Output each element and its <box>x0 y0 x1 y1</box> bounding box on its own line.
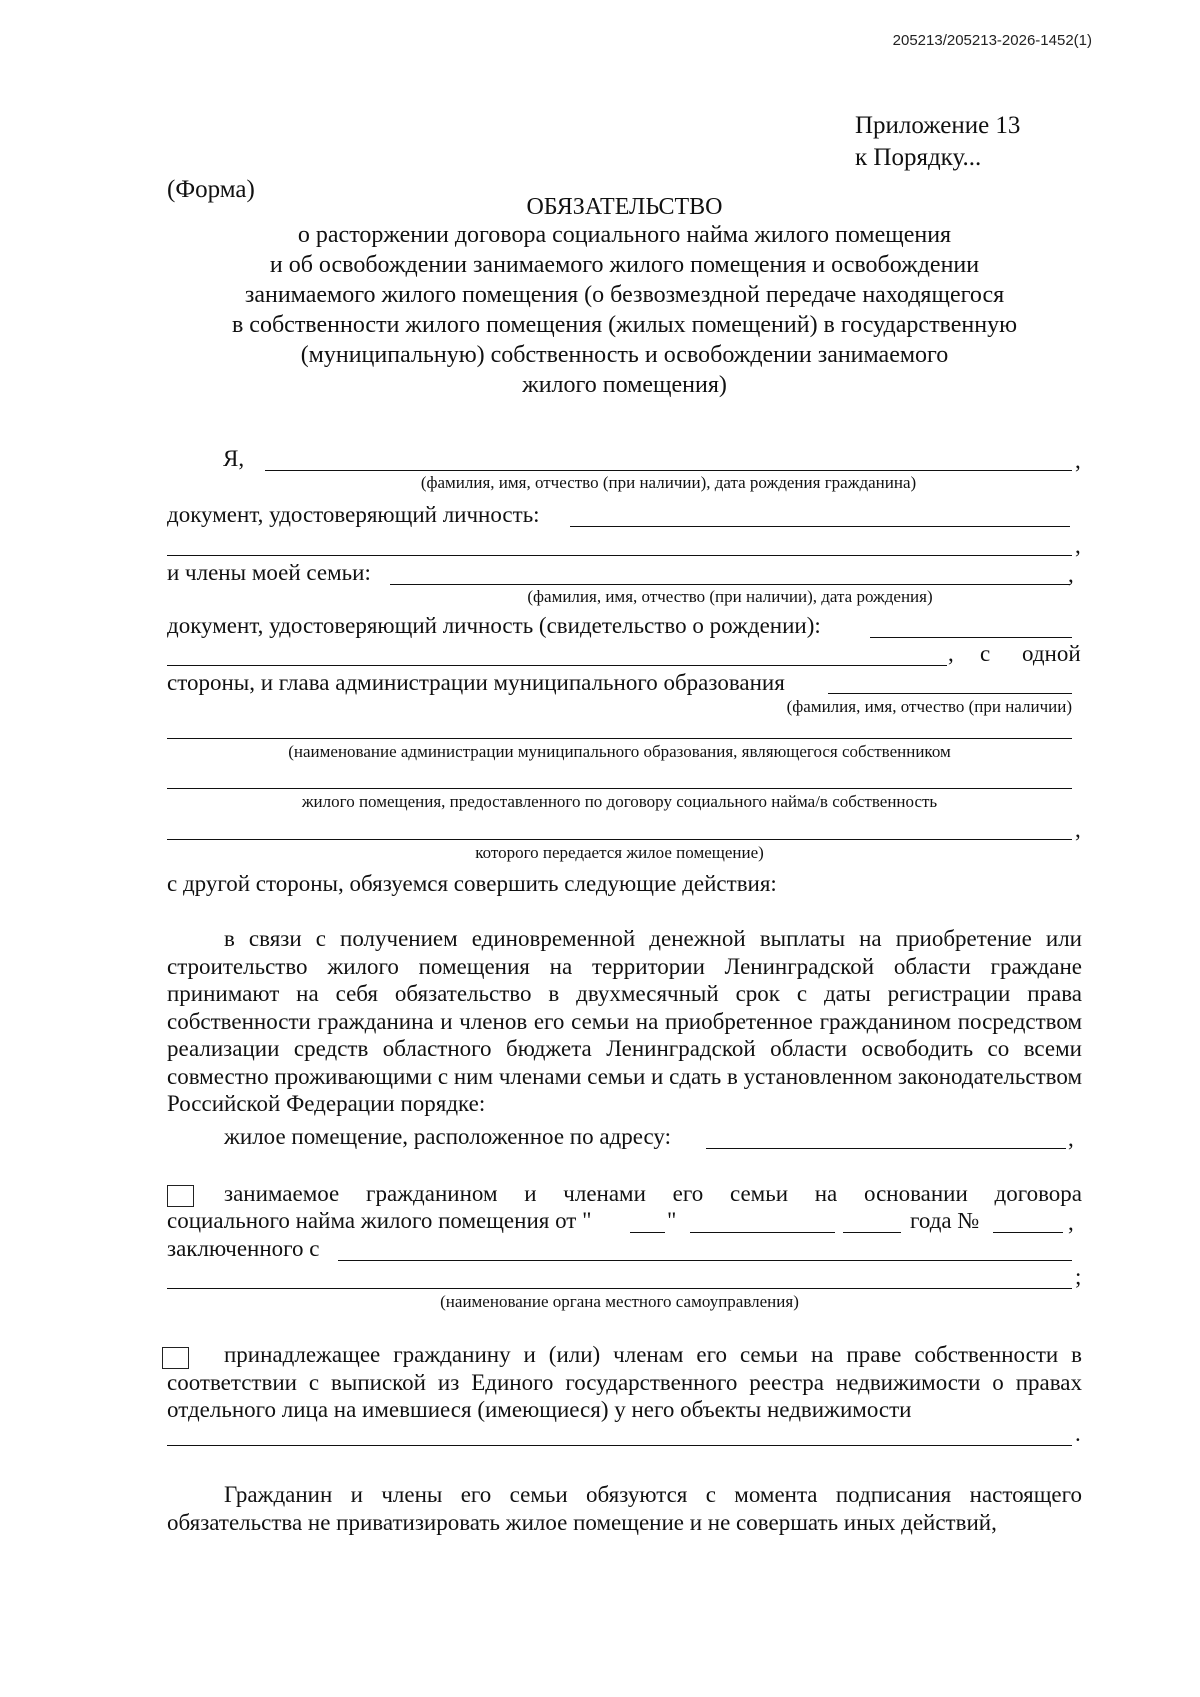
comma: , <box>1068 1210 1074 1235</box>
contract-day-field[interactable] <box>630 1232 665 1233</box>
admin-caption-3: которого передается жилое помещение) <box>475 843 764 862</box>
ya-label: Я, <box>223 446 245 471</box>
comma: , <box>1068 562 1074 587</box>
admin-caption-2: жилого помещения, предоставленного по договору социального найма/в собственность <box>301 792 938 811</box>
option-rented-text-content: занимаемое гражданином и членами его семьи на основании договора <box>224 1181 1082 1206</box>
title-block <box>167 220 1082 400</box>
citizen-name-field[interactable] <box>265 470 1072 471</box>
citizen-doc-field[interactable] <box>570 526 1070 527</box>
title-line: жилого помещения) <box>522 372 727 398</box>
head-label: стороны, и глава администрации муниципального образования <box>167 670 785 695</box>
doc-label: документ, удостоверяющий личность: <box>167 502 540 527</box>
title-line: (муниципальную) собственность и освобождении занимаемого <box>300 342 949 368</box>
document-title: ОБЯЗАТЕЛЬСТВО <box>526 194 723 220</box>
citizen-name-caption: (фамилия, имя, отчество (при наличии), дата рождения гражданина) <box>420 473 917 492</box>
property-field[interactable] <box>167 1445 1072 1446</box>
title-line: занимаемого жилого помещения (о безвозмездной передаче находящегося <box>244 282 1005 308</box>
side-c: с <box>980 641 991 666</box>
side-one: одной <box>1022 641 1081 666</box>
registration-stamp: 205213/205213-2026-1452(1) <box>892 32 1092 49</box>
option-owned-text <box>167 1341 1082 1424</box>
citizen-doc-field-cont[interactable] <box>167 555 1072 556</box>
final-paragraph-text: Гражданин и члены его семьи обязуются с момента подписания настоящего обязательства не приватизировать жилое помещение и не совершать иных действий, <box>167 1482 1082 1535</box>
family-doc-label: документ, удостоверяющий личность (свидетельство о рождении): <box>167 613 821 638</box>
admin-caption-1: (наименование администрации муниципального образования, являющегося собственником <box>288 742 951 761</box>
comma: , <box>1075 817 1081 842</box>
option-rented-date-label: социального найма жилого помещения от " <box>167 1208 592 1233</box>
admin-name-field-2[interactable] <box>167 788 1072 789</box>
admin-name-field-3[interactable] <box>167 839 1072 840</box>
head-name-field[interactable] <box>828 693 1072 694</box>
other-side-text: с другой стороны, обязуемся совершить следующие действия: <box>167 871 777 896</box>
admin-name-field[interactable] <box>167 738 1072 739</box>
obligation-paragraph-text: в связи с получением единовременной денежной выплаты на приобретение или строительство жилого помещения на территории Ленинградской области граждане принимают на себя обязательство в двухмесячный срок с даты регистрации права собственности гражданина и членов его семьи на приобретенное гражданином посредством реализации средств областного бюджета Ленинградской области освободить со всеми совместно проживающими с ним членами семьи и сдать в установленном законодательством Российской Федерации порядке: <box>167 926 1082 1116</box>
family-caption: (фамилия, имя, отчество (при наличии), дата рождения) <box>527 587 933 606</box>
appendix-line2: к Порядку... <box>855 144 982 171</box>
head-caption: (фамилия, имя, отчество (при наличии) <box>786 697 1072 716</box>
quote-close: " <box>667 1208 677 1233</box>
title-line: о расторжении договора социального найма жилого помещения <box>297 222 952 248</box>
contract-number-field[interactable] <box>993 1232 1063 1233</box>
comma: , <box>1075 448 1081 473</box>
contract-year-field[interactable] <box>843 1232 901 1233</box>
concluded-label: заключенного с <box>167 1236 320 1261</box>
comma: , <box>948 641 954 666</box>
authority-caption: (наименование органа местного самоуправления) <box>440 1292 799 1311</box>
appendix-line1: Приложение 13 <box>855 112 1021 139</box>
semicolon: ; <box>1075 1264 1082 1289</box>
family-doc-field-cont[interactable] <box>167 665 947 666</box>
comma: , <box>1068 1126 1074 1151</box>
obligation-paragraph <box>167 925 1082 1118</box>
authority-field[interactable] <box>338 1260 1072 1261</box>
family-label: и члены моей семьи: <box>167 560 371 585</box>
option-rented-text <box>167 1180 1082 1208</box>
title-line: в собственности жилого помещения (жилых помещений) в государственную <box>231 312 1018 338</box>
final-paragraph <box>167 1481 1082 1536</box>
period: . <box>1075 1421 1081 1446</box>
address-field[interactable] <box>706 1148 1066 1149</box>
family-doc-field[interactable] <box>870 637 1072 638</box>
address-label: жилое помещение, расположенное по адресу: <box>224 1124 672 1149</box>
title-line: и об освобождении занимаемого жилого помещения и освобождении <box>269 252 980 278</box>
appendix-label <box>855 110 1020 174</box>
form-label: (Форма) <box>167 176 255 203</box>
year-number-label: года № <box>910 1208 980 1233</box>
family-members-field[interactable] <box>390 584 1070 585</box>
contract-month-field[interactable] <box>690 1232 835 1233</box>
option-owned-text-content: принадлежащее гражданину и (или) членам его семьи на праве собственности в соответствии с выпиской из Единого государственного реестра недвижимости о правах отдельного лица на имевшиеся (имеющиеся) у него объекты недвижимости <box>167 1342 1082 1422</box>
comma: , <box>1075 533 1081 558</box>
authority-field-cont[interactable] <box>167 1288 1072 1289</box>
